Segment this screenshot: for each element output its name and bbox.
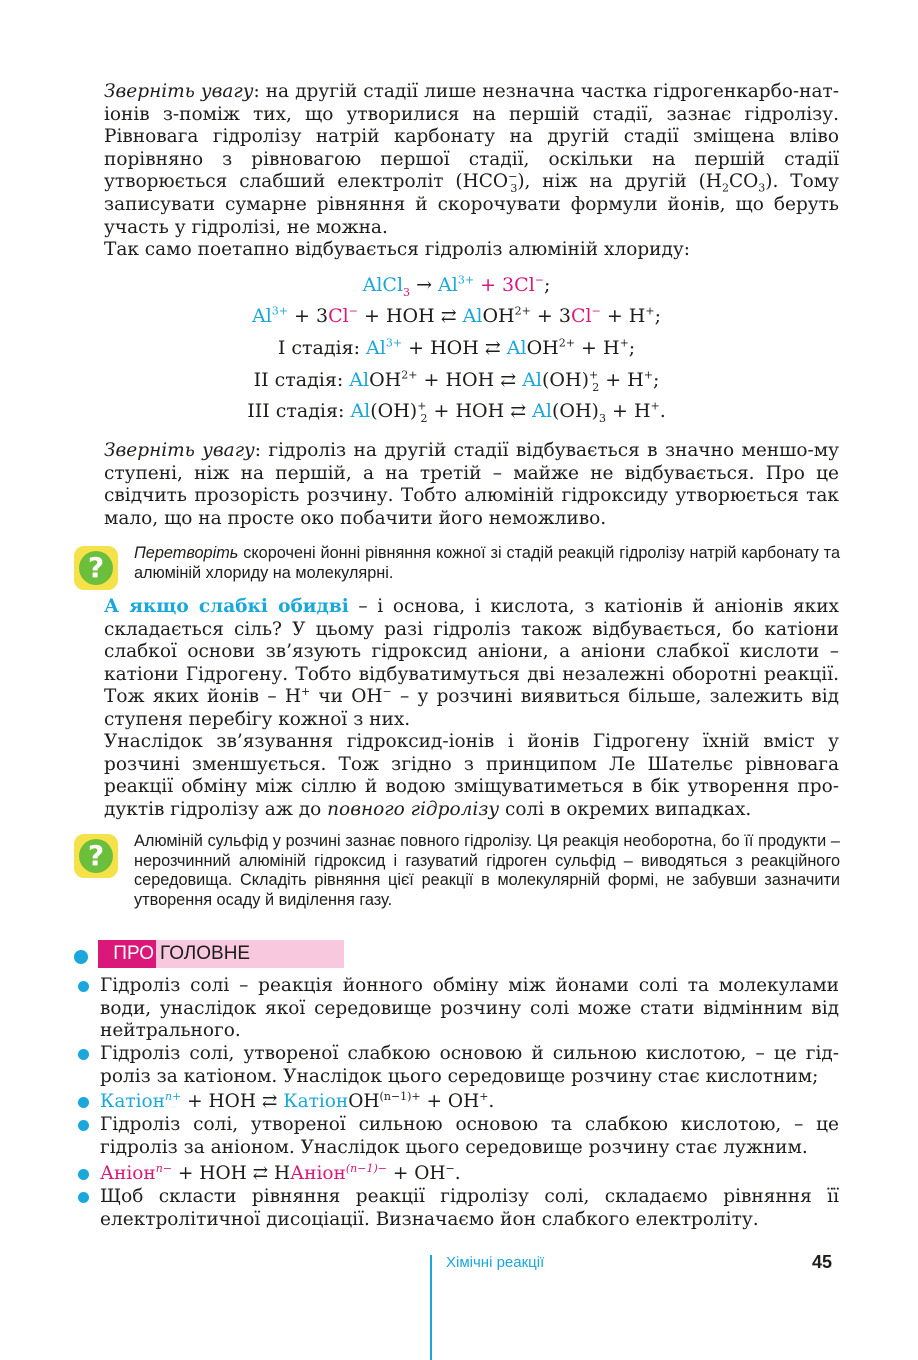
lead-heading: А якщо слабкі обидві: [104, 596, 349, 617]
bullet-icon: [78, 1097, 89, 1108]
equation-dissociation: AlCl$_3$ → $Al^{3+} + 3Cl^-$;: [362, 273, 551, 299]
bullet-dot-icon: [74, 950, 88, 964]
question-icon: ?: [74, 834, 118, 878]
bullet-icon: [78, 981, 89, 992]
paragraph-both-weak: А якщо слабкі обидві – і основа, і кислота, з катіонів й аніонів яких складається сіль? У цьому разі гідроліз також відбувається, бо катіони слабкої основи зв’язують гідроксид аніони, а аніони слабкої кислоти – катіони Гідрогену. Тобто відбуватимуться дві незалежні оборотні реакції. Тож яких йонів – H+ чи OH− – у розчині виявиться більше, залежить від ступеня перебігу кожної з них.: [104, 596, 840, 730]
note-emphasis: Зверніть увагу: [104, 81, 254, 102]
bullet-icon: [78, 1049, 89, 1060]
summary-item: Гідроліз солі, утвореної слабкою основою й сильною кислотою, – це гід-роліз за катіоном. Унаслідок цього середовище розчину стає кислотним;: [74, 1043, 839, 1088]
question-block-1: ? Перетворіть скорочені йонні рівняння кожної зі стадій реакцій гідролізу натрій карбонату та алюміній хлориду на молекулярні.: [74, 544, 840, 583]
textbook-page: Зверніть увагу: на другій стадії лише незначна частка гідрогенкарбо-нат-іонів з-поміж тих, що утворилися на першій стадії, зазнає гідролізу. Рівновага гідролізу натрій карбонату на другій стадії зміщена вліво порівняно з рівновагою першої стадії, оскільки на першій стадії утворюється слабший електроліт $(HCO^-_3)$, ніж на другій $(H_2CO_3)$. Тому записувати сумарне рівняння й скорочувати формули йонів, що беруть участь у гідролізі, не можна. Так само поетапно відбувається гідроліз алюміній хлориду: AlCl$_3$ → $Al^{3+} + 3Cl^-$; $Al^{3+} + 3Cl^-$ + HOH ⇄ AlOH$^{2+}$ + 3Cl− + H+; I стадія: $Al^{3+}$ + HOH ⇄ AlOH$^{2+}$ + H+; II стадія: AlOH$^{2+}$ + HOH ⇄ $Al(OH)^+_2 + H^+$; III стадія: $Al(OH)^+_2$ + HOH ⇄ $Al(OH)_3 + H^+$. Зверніть увагу: гідроліз на другій стадії відбувається в значно меншо-му ступені, ніж на першій, а на третій – майже не відбувається. Про це свідчить прозорість розчину. Тобто алюміній гідроксиду утворюється так мало, що на просте око побачити його неможливо. ? Перетворіть скорочені йонні рівняння кожної зі стадій реакцій гідролізу натрій карбонату та алюміній хлориду на молекулярні. А якщо слабкі обидві – і основа, і кислота, з катіонів й аніонів яких складається сіль? У цьому разі гідроліз також відбувається, бо катіони слабкої основи зв’язують гідроксид аніони, а аніони слабкої кислоти – катіони Гідрогену. Тобто відбуватимуться дві незалежні оборотні реакції. Тож яких йонів – H+ чи OH− – у розчині виявиться більше, залежить від ступеня перебігу кожної з них. Унаслідок зв’язування гідроксид-іонів і йонів Гідрогену їхній вміст у розчині зменшується. Тож згідно з принципом Ле Шательє рівновага реакції обміну між сіллю й водою зміщуватиметься в бік утворення про-дуктів гідролізу аж до повного гідролізу солі в окремих випадках. ? Алюміній сульфід у розчині зазнає повного гідролізу. Ця реакція необоротна, бо її продукти – нерозчинний алюміній гідроксид і газуватий гідроген сульфід – виводяться з реакційного середовища. Складіть рівняння цієї реакції в молекулярній формі, не забувши зазначити утворення осаду й виділення газу. ПРО ГОЛОВНЕ Гідроліз солі – реакція йонного обміну між йонами солі та молекулами води, унаслідок якої середовище розчину солі може стати відмінним від нейтрального. Гідроліз солі, утвореної слабкою основою й сильною кислотою, – це гід-роліз за катіоном. Унаслідок цього середовище розчину стає кислотним; Катіон$^{n+}$ + HOH ⇄ КатіонOH$^{(n-1)+}$ + OH+. Гідроліз солі, утвореної сильною основою та слабкою кислотою, – це гідроліз за аніоном. Унаслідок цього середовище розчину стає лужним. Аніон$^{n-}$ + HOH ⇄ HАніон$^{(n-1)-}$ + OH−. Щоб скласти рівняння реакції гідролізу солі, складаємо рівняння її електролітичної дисоціації. Визначаємо йон слабкого електроліту. Хімічні реакції 45: [0, 0, 918, 1360]
footer-divider: [430, 1255, 432, 1360]
paragraph-note-carbonate: Зверніть увагу: на другій стадії лише незначна частка гідрогенкарбо-нат-іонів з-поміж тих, що утворилися на першій стадії, зазнає гідролізу. Рівновага гідролізу натрій карбонату на другій стадії зміщена вліво порівняно з рівновагою першої стадії, оскільки на першій стадії утворюється слабший електроліт $(HCO^-_3)$, ніж на другій $(H_2CO_3)$. Тому записувати сумарне рівняння й скорочувати формули йонів, що беруть участь у гідролізі, не можна.: [104, 81, 840, 238]
question-icon: ?: [74, 546, 118, 590]
bullet-icon: [78, 1120, 89, 1131]
question-block-2: ? Алюміній сульфід у розчині зазнає повного гідролізу. Ця реакція необоротна, бо її продукти – нерозчинний алюміній гідроксид і газуватий гідроген сульфід – виводяться з реакційного середовища. Складіть рівняння цієї реакції в молекулярній формі, не забувши зазначити утворення осаду й виділення газу.: [74, 832, 840, 910]
equation-stage-3: III стадія: $Al(OH)^+_2$ + HOH ⇄ $Al(OH)_3 + H^+$.: [247, 399, 666, 425]
paragraph-le-chatelier: Унаслідок зв’язування гідроксид-іонів і йонів Гідрогену їхній вміст у розчині зменшується. Тож згідно з принципом Ле Шательє рівновага реакції обміну між сіллю й водою зміщуватиметься в бік утворення про-дуктів гідролізу аж до повного гідролізу солі в окремих випадках.: [104, 731, 839, 820]
equation-stage-1: I стадія: $Al^{3+}$ + HOH ⇄ AlOH$^{2+}$ + H+;: [277, 336, 636, 359]
equation-stage-2: II стадія: AlOH$^{2+}$ + HOH ⇄ $Al(OH)^+_2 + H^+$;: [253, 368, 660, 394]
paragraph-note-aluminium: Зверніть увагу: гідроліз на другій стадії відбувається в значно меншо-му ступені, ніж на першій, а на третій – майже не відбувається. Про це свідчить прозорість розчину. Тобто алюміній гідроксиду утворюється так мало, що на просте око побачити його неможливо.: [104, 440, 839, 529]
summary-item: Гідроліз солі – реакція йонного обміну між йонами солі та молекулами води, унаслідок якої середовище розчину солі може стати відмінним від нейтрального.: [74, 975, 839, 1043]
summary-item-anion-equation: Аніон$^{n-}$ + HOH ⇄ HАніон$^{(n-1)-}$ + OH−.: [74, 1163, 839, 1186]
bullet-icon: [78, 1169, 89, 1180]
summary-item: Гідроліз солі, утвореної сильною основою та слабкою кислотою, – це гідроліз за аніоном. Унаслідок цього середовище розчину стає лужним.: [74, 1114, 839, 1159]
bullet-icon: [78, 1192, 89, 1203]
summary-item-cation-equation: Катіон$^{n+}$ + HOH ⇄ КатіонOH$^{(n-1)+}$ + OH+.: [74, 1091, 839, 1114]
equation-full-ionic: $Al^{3+} + 3Cl^-$ + HOH ⇄ AlOH$^{2+}$ + 3Cl− + H+;: [251, 304, 661, 327]
paragraph-aluminium-intro: Так само поетапно відбувається гідроліз алюміній хлориду:: [104, 239, 691, 260]
page-number: 45: [812, 1252, 833, 1272]
summary-item: Щоб скласти рівняння реакції гідролізу солі, складаємо рівняння її електролітичної дисоціації. Визначаємо йон слабкого електроліту.: [74, 1186, 839, 1231]
footer-section-title: Хімічні реакції: [446, 1254, 545, 1271]
